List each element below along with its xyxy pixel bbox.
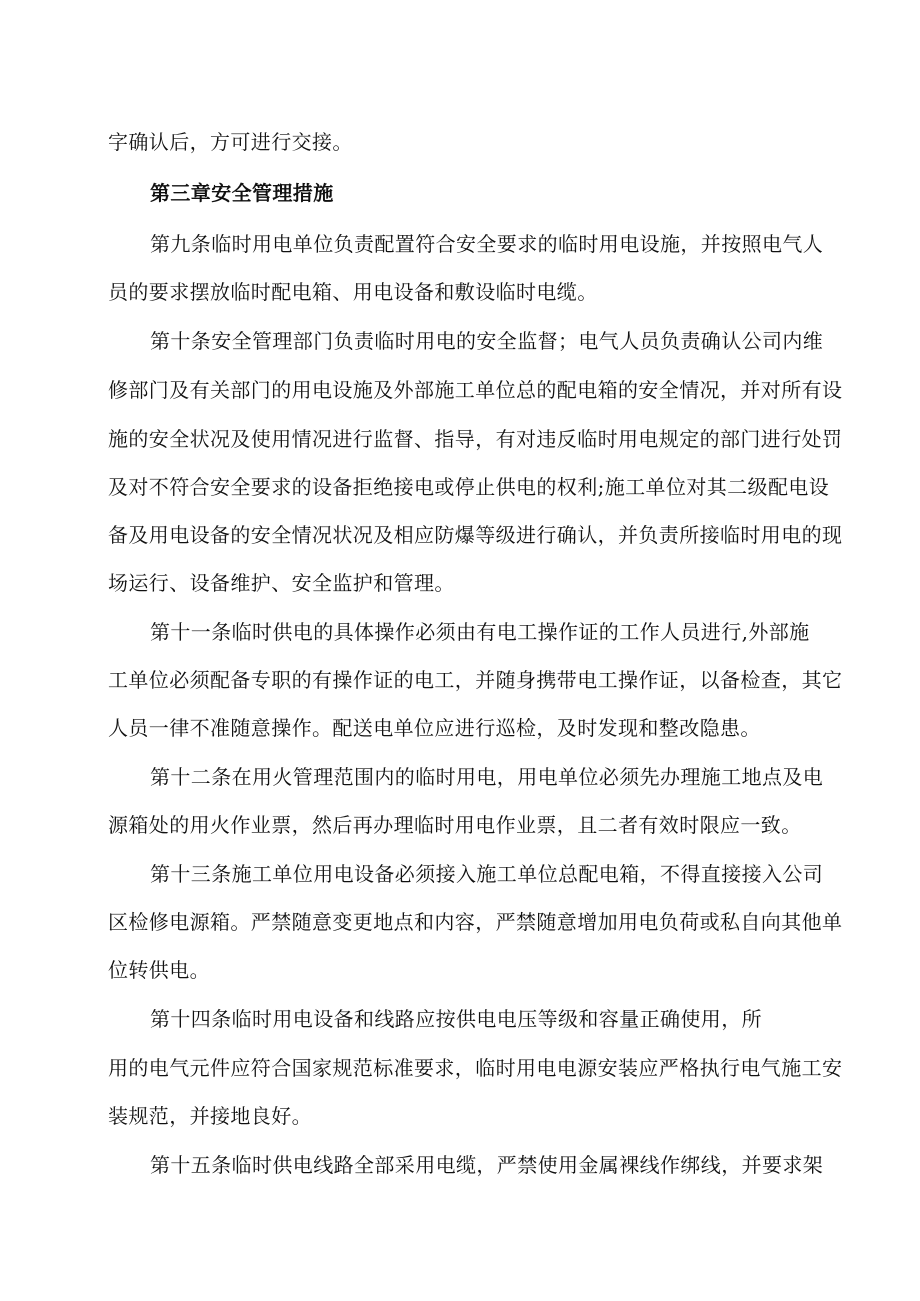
paragraph-line: 场运行、设备维护、安全监护和管理。: [108, 571, 455, 595]
paragraph-line: 源箱处的用火作业票，然后再办理临时用电作业票，且二者有效时限应一致。: [108, 813, 802, 837]
paragraph-line: 用的电气元件应符合国家规范标准要求，临时用电电源安装应严格执行电气施工安: [108, 1056, 843, 1080]
paragraph-line: 工单位必须配备专职的有操作证的电工，并随身携带电工操作证，以备检查，其它: [108, 668, 843, 692]
paragraph-line: 备及用电设备的安全情况状况及相应防爆等级进行确认，并负责所接临时用电的现: [108, 523, 843, 547]
paragraph-line: 区检修电源箱。严禁随意变更地点和内容，严禁随意增加用电负荷或私自向其他单: [108, 910, 843, 934]
paragraph-line: 位转供电。: [108, 958, 210, 982]
paragraph-line: 第十二条在用火管理范围内的临时用电，用电单位必须先办理施工地点及电: [150, 765, 824, 789]
paragraph-line: 第十五条临时供电线路全部采用电缆，严禁使用金属裸线作绑线，并要求架: [150, 1153, 824, 1177]
paragraph-line: 修部门及有关部门的用电设施及外部施工单位总的配电箱的安全情况，并对所有设: [108, 378, 843, 402]
paragraph-line: 第十一条临时供电的具体操作必须由有电工操作证的工作人员进行,外部施: [150, 620, 810, 644]
continuation-line: 字确认后，方可进行交接。: [108, 130, 353, 154]
paragraph-line: 第十四条临时用电设备和线路应按供电电压等级和容量正确使用，所: [150, 1007, 762, 1031]
paragraph-line: 第九条临时用电单位负责配置符合安全要求的临时用电设施，并按照电气人: [150, 232, 824, 256]
paragraph-line: 施的安全状况及使用情况进行监督、指导，有对违反临时用电规定的部门进行处罚: [108, 427, 843, 451]
paragraph-line: 人员一律不准随意操作。配送电单位应进行巡检，及时发现和整改隐患。: [108, 716, 761, 740]
paragraph-line: 第十条安全管理部门负责临时用电的安全监督；电气人员负责确认公司内维: [150, 329, 824, 353]
chapter-heading: 第三章安全管理措施: [150, 181, 334, 205]
paragraph-line: 第十三条施工单位用电设备必须接入施工单位总配电箱，不得直接接入公司: [150, 862, 824, 886]
paragraph-line: 员的要求摆放临时配电箱、用电设备和敷设临时电缆。: [108, 280, 598, 304]
paragraph-line: 及对不符合安全要求的设备拒绝接电或停止供电的权利;施工单位对其二级配电设: [108, 475, 830, 499]
paragraph-line: 装规范，并接地良好。: [108, 1104, 312, 1128]
